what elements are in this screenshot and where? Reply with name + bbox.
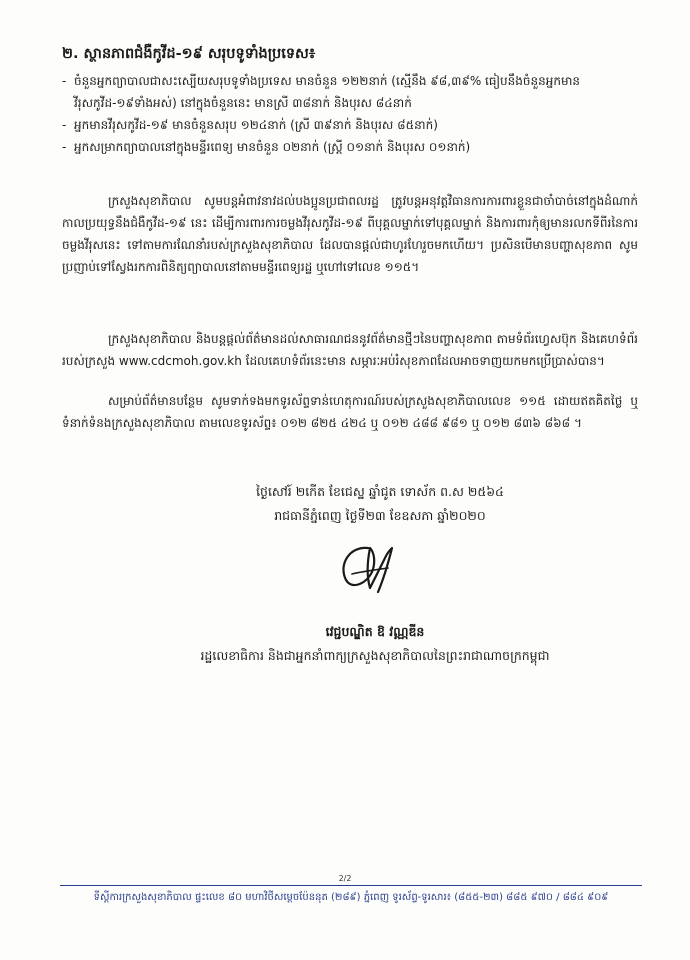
place-date-line: រាជធានីភ្នំពេញ ថ្ងៃទី២៣ ខែឧសភា ឆ្នាំ២០២០ <box>274 508 486 523</box>
paragraph-appeal: ក្រសួងសុខាភិបាល សូមបន្តអំពាវនាវដល់បងប្អូនប្រជាពលរដ្ឋ ត្រូវបន្តអនុវត្តវិធានការការពារខ្លួនជាចាំបាច់នៅក្នុងដំណាក់កាលប្រយុទ្ធនឹងជំងឺកូវីដ-១៩ នេះ ដើម្បីការពារការចម្លងវីរុសកូវីដ-១៩ ពីបុគ្គលម្នាក់ទៅបុគ្គលម្នាក់ និងការពារកុំឲ្យមានរលកទីពីរនៃការចម្លងវីរុសនេះ ទៅតាមការណែនាំរបស់ក្រសួងសុខាភិបាល ដែលបានផ្តល់ជាហូរហែរួចមកហើយ។ ប្រសិនបើមានបញ្ហាសុខភាព សូមប្រញាប់ទៅស្វែងរកការពិនិត្យព្យាបាលនៅតាមមន្ទីរពេទ្យរដ្ឋ ឬហៅទៅលេខ ១១៥។ <box>62 194 638 274</box>
handwritten-signature <box>330 534 420 598</box>
signatory-block <box>0 620 690 668</box>
lunar-date-line: ថ្ងៃសៅរ៍ ២កើត ខែជេស្ឋ ឆ្នាំជូត ទោស័ក ព.ស ២៥៦៤ <box>256 484 504 499</box>
bullet-hospitalized: - អ្នកសម្រាកព្យាបាលនៅក្នុងមន្ទីរពេទ្យ មានចំនួន ០២នាក់ (ស្ត្រី ០១នាក់ និងបុរស ០១នាក់) <box>62 136 642 158</box>
signatory-name: វេជ្ជបណ្ឌិត ឱ វណ្ណឌីន <box>325 624 425 639</box>
section-heading: ២. ស្ថានភាពជំងឺកូវីដ-១៩ សរុបទូទាំងប្រទេស៖ <box>62 46 316 62</box>
signatory-title: រដ្ឋលេខាធិការ និងជាអ្នកនាំពាក្យក្រសួងសុខាភិបាលនៃព្រះរាជាណាចក្រកម្ពុជា <box>200 648 550 663</box>
footer-divider <box>60 885 642 886</box>
bullet-list <box>62 70 642 158</box>
footer-address: ទីស្តីការក្រសួងសុខាភិបាល ផ្ទះលេខ ៨០ មហាវិថីសម្តេចប៉ែននុត (២៨៩) ភ្នំពេញ ទូរស័ព្ទ-ទូរសារ៖ (៨៥៥-២៣) ៨៨៥ ៩៧០ / ៨៨៤ ៩០៩ <box>93 892 609 903</box>
date-block <box>0 480 690 528</box>
bullet-recovered: - ចំនួនអ្នកព្យាបាលជាសះស្បើយសរុបទូទាំងប្រទេស មានចំនួន ១២២នាក់ (ស្មើនឹង ៩៨,៣៩% ធៀបនឹងចំនួនអ្នកមានវីរុសកូវីដ-១៩ទាំងអស់) នៅក្នុងចំនួននេះ មានស្រី ៣៨នាក់ និងបុរស ៨៤នាក់ <box>62 70 642 114</box>
bullet-total-cases: - អ្នកមានវីរុសកូវីដ-១៩ មានចំនួនសរុប ១២៤នាក់ (ស្រី ៣៩នាក់ និងបុរស ៨៥នាក់) <box>62 114 642 136</box>
page-number: 2/2 <box>338 874 352 883</box>
paragraph-information: ក្រសួងសុខាភិបាល និងបន្តផ្តល់ព័ត៌មានដល់សាធារណជននូវព័ត៌មានថ្មីៗនៃបញ្ហាសុខភាព តាមទំព័រហ្វេសប៊ុក និងគេហទំព័ររបស់ក្រសួង www.cdcmoh.gov.kh ដែលគេហទំព័រនេះមាន សម្ភារៈអប់រំសុខភាពដែលអាចទាញយកមកប្រើប្រាស់បាន។ <box>62 332 638 368</box>
paragraph-contact: សម្រាប់ព័ត៌មានបន្ថែម សូមទាក់ទងមកទូរស័ព្ទទាន់ហេតុការណ៍របស់ក្រសួងសុខាភិបាលលេខ ១១៥ ដោយឥតគិតថ្លៃ ឬទំនាក់ទំនងក្រសួងសុខាភិបាល តាមលេខទូរស័ព្ទ៖ ០១២ ៨២៥ ៤២៤ ឬ ០១២ ៤៨៨ ៩៨១ ឬ ០១២ ៨៣៦ ៨៦៨ ។ <box>62 394 638 430</box>
